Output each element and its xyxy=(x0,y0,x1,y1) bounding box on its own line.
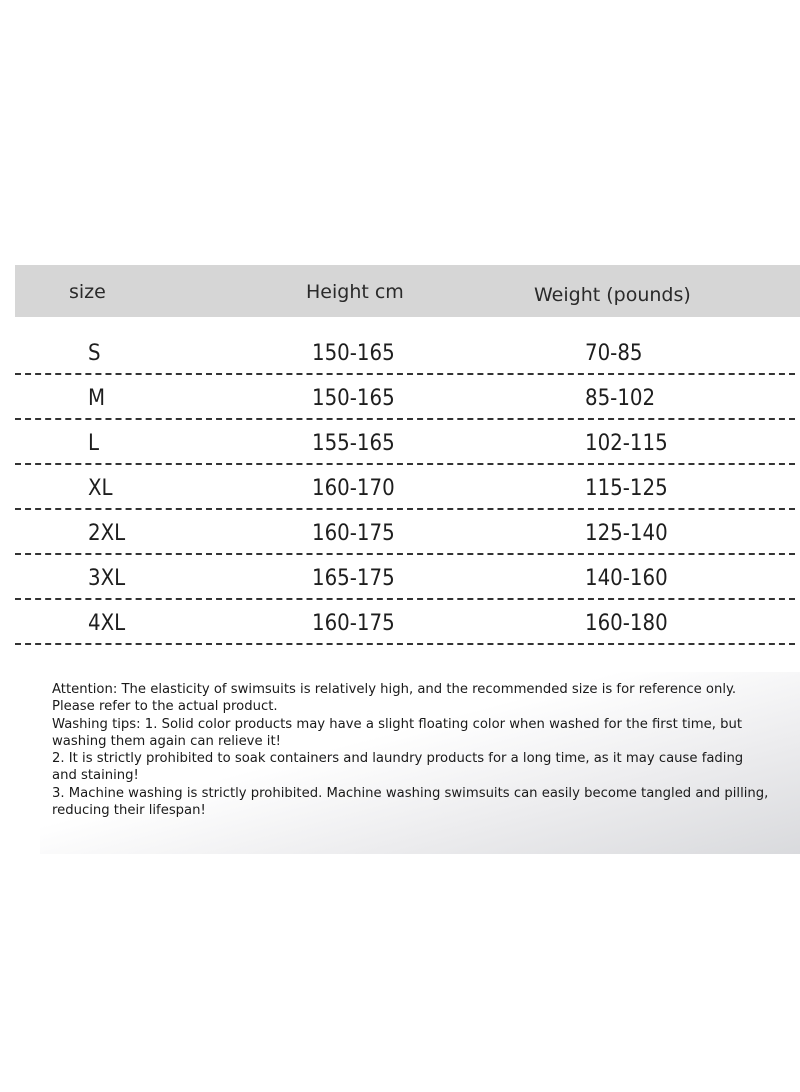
note-washing-tip-3: 3. Machine washing is strictly prohibited. Machine washing swimsuits can easily become tangled and pilling, reducing their lifespan! xyxy=(52,785,769,819)
table-row xyxy=(0,600,800,645)
cell-height: 165-175 xyxy=(312,566,395,591)
cell-size: 2XL xyxy=(88,521,126,546)
note-attention: Attention: The elasticity of swimsuits is relatively high, and the recommended size is for reference only. Please refer to the actual product. xyxy=(52,682,737,715)
header-weight: Weight (pounds) xyxy=(534,284,691,306)
cell-weight: 125-140 xyxy=(585,521,668,546)
cell-weight: 85-102 xyxy=(585,386,656,411)
header-height: Height cm xyxy=(306,281,404,303)
row-divider xyxy=(15,643,795,645)
table-row xyxy=(0,555,800,600)
table-row xyxy=(0,465,800,510)
table-row xyxy=(0,330,800,375)
cell-height: 150-165 xyxy=(312,386,395,411)
cell-size: L xyxy=(88,431,100,456)
cell-size: XL xyxy=(88,476,113,501)
cell-size: 3XL xyxy=(88,566,126,591)
cell-height: 155-165 xyxy=(312,431,395,456)
cell-size: S xyxy=(88,341,101,366)
cell-weight: 70-85 xyxy=(585,341,643,366)
cell-weight: 160-180 xyxy=(585,611,668,636)
table-row xyxy=(0,375,800,420)
table-row xyxy=(0,420,800,465)
table-row xyxy=(0,510,800,555)
note-washing-tip-2: 2. It is strictly prohibited to soak containers and laundry products for a long time, as it may cause fading and staining! xyxy=(52,751,744,784)
cell-weight: 140-160 xyxy=(585,566,668,591)
cell-height: 160-170 xyxy=(312,476,395,501)
cell-weight: 115-125 xyxy=(585,476,668,501)
cell-height: 150-165 xyxy=(312,341,395,366)
cell-size: 4XL xyxy=(88,611,126,636)
cell-weight: 102-115 xyxy=(585,431,668,456)
header-size: size xyxy=(69,281,106,303)
care-notes xyxy=(52,681,772,819)
cell-height: 160-175 xyxy=(312,611,395,636)
note-washing-tip-1: Washing tips: 1. Solid color products may have a slight floating color when washed for the first time, but washing them again can relieve it! xyxy=(52,716,743,749)
cell-height: 160-175 xyxy=(312,521,395,546)
cell-size: M xyxy=(88,386,106,411)
